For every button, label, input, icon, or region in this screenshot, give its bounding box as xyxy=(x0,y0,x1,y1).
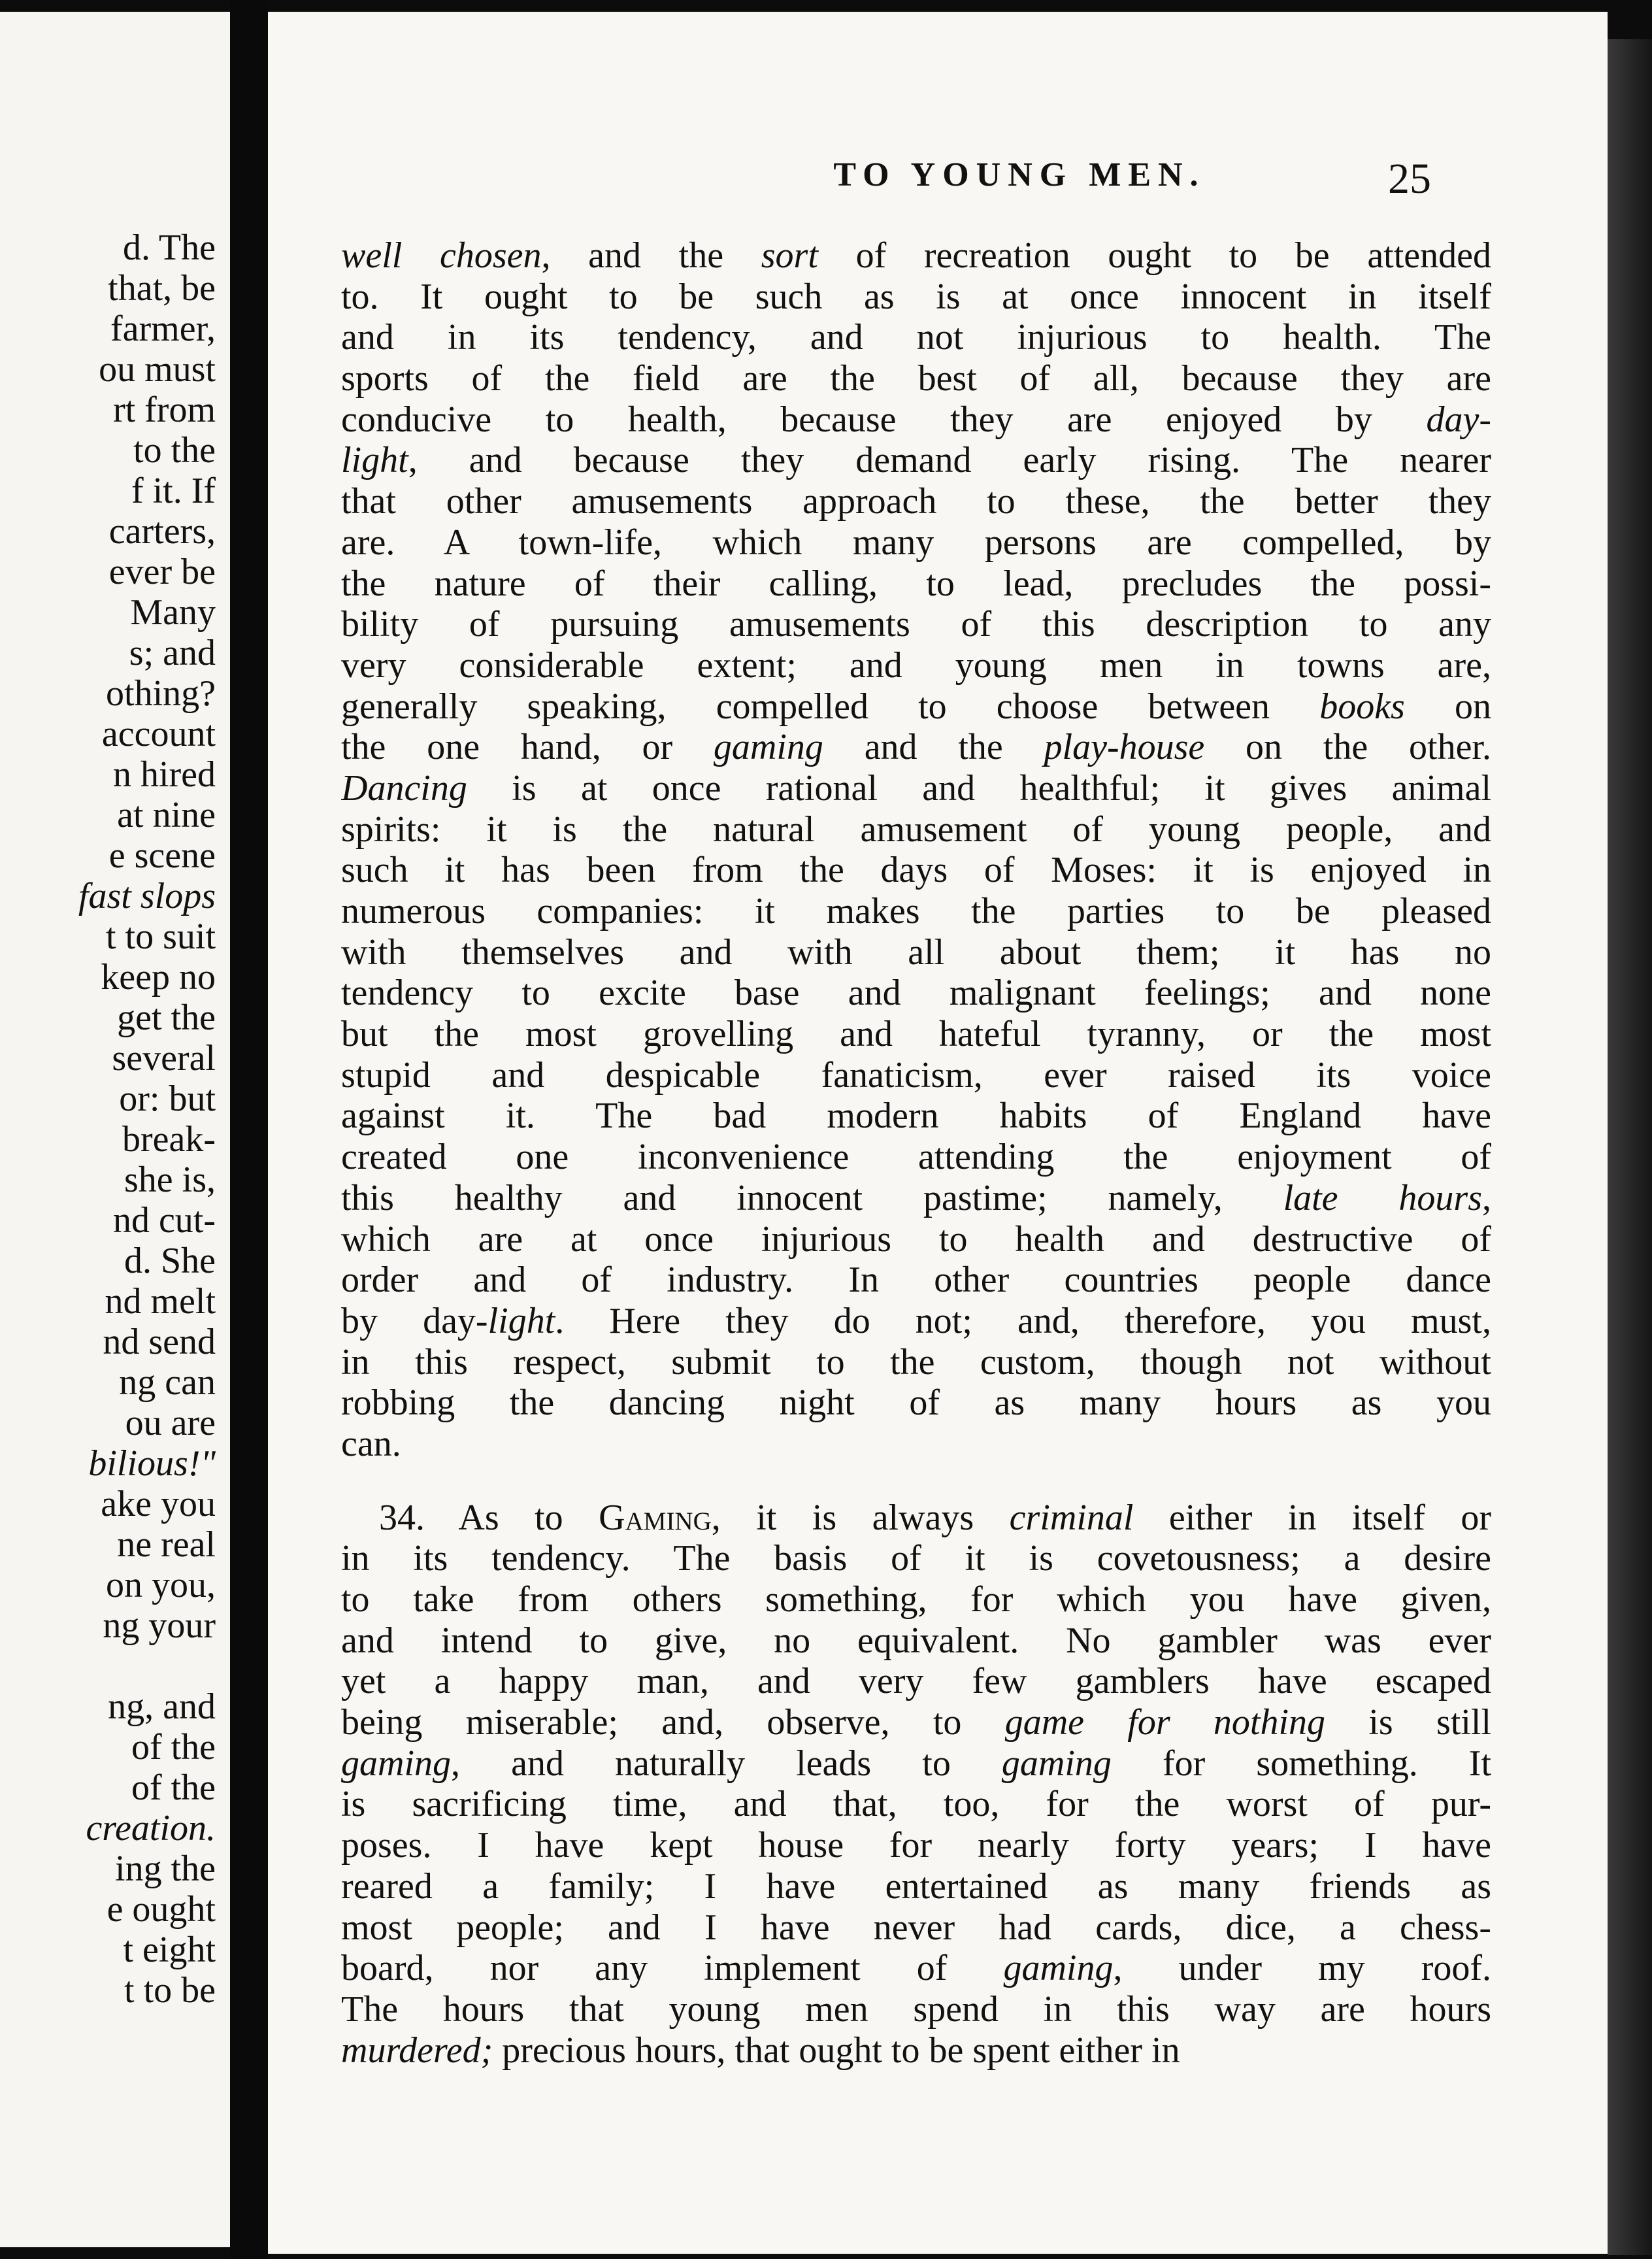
right-page xyxy=(268,12,1608,2254)
text-line: to take from others something, for which you have given, xyxy=(341,1579,1491,1620)
text-line: stupid and despicable fanaticism, ever raised its voice xyxy=(341,1054,1491,1096)
italic-phrase: gaming xyxy=(1001,1743,1112,1784)
left-page-fragment: t eight xyxy=(123,1930,216,1970)
text-line: sports of the field are the best of all, because they are xyxy=(341,358,1491,399)
left-page-fragment: keep no xyxy=(101,957,216,997)
text-line: order and of industry. In other countries people dance xyxy=(341,1260,1491,1301)
italic-phrase: well chosen xyxy=(341,235,542,276)
italic-phrase: light xyxy=(341,440,408,481)
left-page-fragment: t to suit xyxy=(105,916,216,957)
text-line: is sacrificing time, and that, too, for the worst of pur- xyxy=(341,1784,1491,1825)
text-line: board, nor any implement of gaming, under my roof. xyxy=(341,1948,1491,1989)
text-line: and in its tendency, and not injurious to health. The xyxy=(341,317,1491,358)
italic-phrase: late hours xyxy=(1283,1177,1482,1218)
left-page-fragment: ne real xyxy=(117,1524,216,1565)
left-page-fragment: account xyxy=(101,714,216,754)
text-line: created one inconvenience attending the enjoyment of xyxy=(341,1137,1491,1178)
page-edge-shadow xyxy=(1608,39,1652,2255)
text-line: 34. As to Gaming, it is always criminal either in itself or xyxy=(379,1497,1491,1538)
left-page-fragment: n hired xyxy=(112,754,216,795)
left-page-fragment: break- xyxy=(122,1119,216,1160)
text-line: can. xyxy=(341,1423,401,1464)
body-text xyxy=(341,235,1491,2071)
left-page-fragment: ing the xyxy=(115,1849,216,1889)
text-line: murdered; precious hours, that ought to be spent either in xyxy=(341,2030,1180,2071)
text-line: numerous companies: it makes the parties to be pleased xyxy=(341,891,1491,931)
text-line: to. It ought to be such as is at once innocent in itself xyxy=(341,276,1491,317)
left-page-fragment: e scene xyxy=(108,835,216,876)
text-line: The hours that young men spend in this way are hours xyxy=(341,1988,1491,2030)
left-page-fragment: e ought xyxy=(107,1889,216,1930)
left-page-fragment: ou are xyxy=(125,1403,216,1443)
text-line: conducive to health, because they are enjoyed by day- xyxy=(341,399,1491,440)
left-page-fragment: of the xyxy=(131,1767,216,1808)
left-page-fragment: that, be xyxy=(108,268,216,309)
left-page-fragment: bilious!" xyxy=(88,1443,216,1484)
left-page-fragment: farmer, xyxy=(110,309,216,349)
paragraph-gap xyxy=(341,1465,1491,1498)
left-page-fragment: ng, and xyxy=(108,1686,216,1727)
paragraph-recreation xyxy=(341,235,1491,1465)
text-line: in this respect, submit to the custom, though not without xyxy=(341,1341,1491,1382)
running-head xyxy=(268,156,1608,214)
text-line: Dancing is at once rational and healthful; it gives animal xyxy=(341,767,1491,809)
text-line: are. A town-life, which many persons are compelled, by xyxy=(341,522,1491,563)
left-page-fragment: othing? xyxy=(106,673,216,714)
left-page-fragment: at nine xyxy=(117,795,216,835)
text-line: robbing the dancing night of as many hours as you xyxy=(341,1382,1491,1424)
text-line: the nature of their calling, to lead, precludes the possi- xyxy=(341,563,1491,604)
left-page-fragment: nd cut- xyxy=(112,1200,216,1241)
text-line: such it has been from the days of Moses: it is enjoyed in xyxy=(341,850,1491,891)
small-caps-phrase: Gaming xyxy=(599,1497,712,1538)
italic-phrase: Dancing xyxy=(341,767,467,809)
left-page-fragment: she is, xyxy=(124,1160,216,1200)
left-page-fragment: ever be xyxy=(108,552,216,592)
italic-phrase: play-house xyxy=(1044,727,1205,768)
text-line: light, and because they demand early rising. The nearer xyxy=(341,440,1491,481)
left-page-fragment: ou must xyxy=(99,349,216,390)
italic-phrase: sort xyxy=(761,235,818,276)
left-page-fragment: Many xyxy=(130,592,216,633)
text-line: spirits: it is the natural amusement of young people, and xyxy=(341,809,1491,850)
text-line: yet a happy man, and very few gamblers have escaped xyxy=(341,1661,1491,1702)
italic-phrase: books xyxy=(1319,686,1405,727)
text-line: with themselves and with all about them; it has no xyxy=(341,931,1491,973)
left-page-fragment xyxy=(0,1646,216,1686)
text-line: the one hand, or gaming and the play-house on the other. xyxy=(341,727,1491,768)
left-page-fragment: several xyxy=(112,1038,216,1079)
left-page-fragment: get the xyxy=(117,997,216,1038)
left-page-fragment: creation. xyxy=(86,1808,216,1849)
text-line: but the most grovelling and hateful tyranny, or the most xyxy=(341,1014,1491,1055)
left-page-fragment: ng your xyxy=(103,1605,216,1646)
text-line: against it. The bad modern habits of England have xyxy=(341,1096,1491,1137)
paragraph-gaming xyxy=(341,1498,1491,2071)
text-line: very considerable extent; and young men in towns are, xyxy=(341,644,1491,686)
text-line: generally speaking, compelled to choose between books on xyxy=(341,686,1491,727)
left-page-fragment: of the xyxy=(131,1727,216,1767)
left-facing-page xyxy=(0,12,230,2247)
italic-phrase: day- xyxy=(1426,399,1491,440)
left-page-fragment: t to be xyxy=(124,1970,216,2011)
left-page-fragment: nd melt xyxy=(105,1281,216,1322)
left-page-fragment: on you, xyxy=(106,1565,216,1605)
text-line: and intend to give, no equivalent. No gambler was ever xyxy=(341,1620,1491,1661)
left-page-fragment: carters, xyxy=(108,511,216,552)
text-line: by day-light. Here they do not; and, therefore, you must, xyxy=(341,1300,1491,1341)
left-page-fragment: f it. If xyxy=(131,471,216,511)
left-page-fragment: or: but xyxy=(119,1079,216,1119)
italic-phrase: murdered; xyxy=(341,2030,493,2071)
left-page-fragment: fast slops xyxy=(78,876,216,916)
left-page-fragment: d. The xyxy=(122,227,216,268)
book-gutter xyxy=(230,0,268,2259)
italic-phrase: gaming xyxy=(713,727,823,768)
text-line: this healthy and innocent pastime; namely, late hours, xyxy=(341,1177,1491,1218)
italic-phrase: gaming xyxy=(1003,1948,1114,1989)
text-line: in its tendency. The basis of it is covetousness; a desire xyxy=(341,1538,1491,1579)
italic-phrase: game for nothing xyxy=(1004,1702,1326,1743)
italic-phrase: gaming xyxy=(341,1743,451,1784)
left-page-fragment: rt from xyxy=(112,390,216,430)
left-page-fragment: nd send xyxy=(103,1322,216,1362)
running-title: TO YOUNG MEN. xyxy=(833,156,1206,193)
text-line: tendency to excite base and malignant feelings; and none xyxy=(341,973,1491,1014)
text-line: reared a family; I have entertained as many friends as xyxy=(341,1866,1491,1907)
left-page-fragment: d. She xyxy=(124,1241,216,1281)
left-page-text-fragments xyxy=(0,227,216,2011)
italic-phrase: light xyxy=(487,1300,555,1341)
text-line: being miserable; and, observe, to game for nothing is still xyxy=(341,1702,1491,1743)
left-page-fragment: ng can xyxy=(119,1362,216,1403)
text-line: that other amusements approach to these, the better they xyxy=(341,481,1491,522)
text-line: poses. I have kept house for nearly forty years; I have xyxy=(341,1825,1491,1866)
left-page-fragment: ake you xyxy=(101,1484,216,1524)
left-page-fragment: to the xyxy=(133,430,216,471)
italic-phrase: criminal xyxy=(1009,1497,1134,1538)
text-line: most people; and I have never had cards, dice, a chess- xyxy=(341,1907,1491,1948)
left-page-fragment: s; and xyxy=(129,633,216,673)
text-line: gaming, and naturally leads to gaming for something. It xyxy=(341,1743,1491,1784)
page-number: 25 xyxy=(1388,155,1431,203)
text-line: which are at once injurious to health and destructive of xyxy=(341,1218,1491,1260)
text-line: bility of pursuing amusements of this description to any xyxy=(341,604,1491,645)
text-line: well chosen, and the sort of recreation ought to be attended xyxy=(341,235,1491,276)
